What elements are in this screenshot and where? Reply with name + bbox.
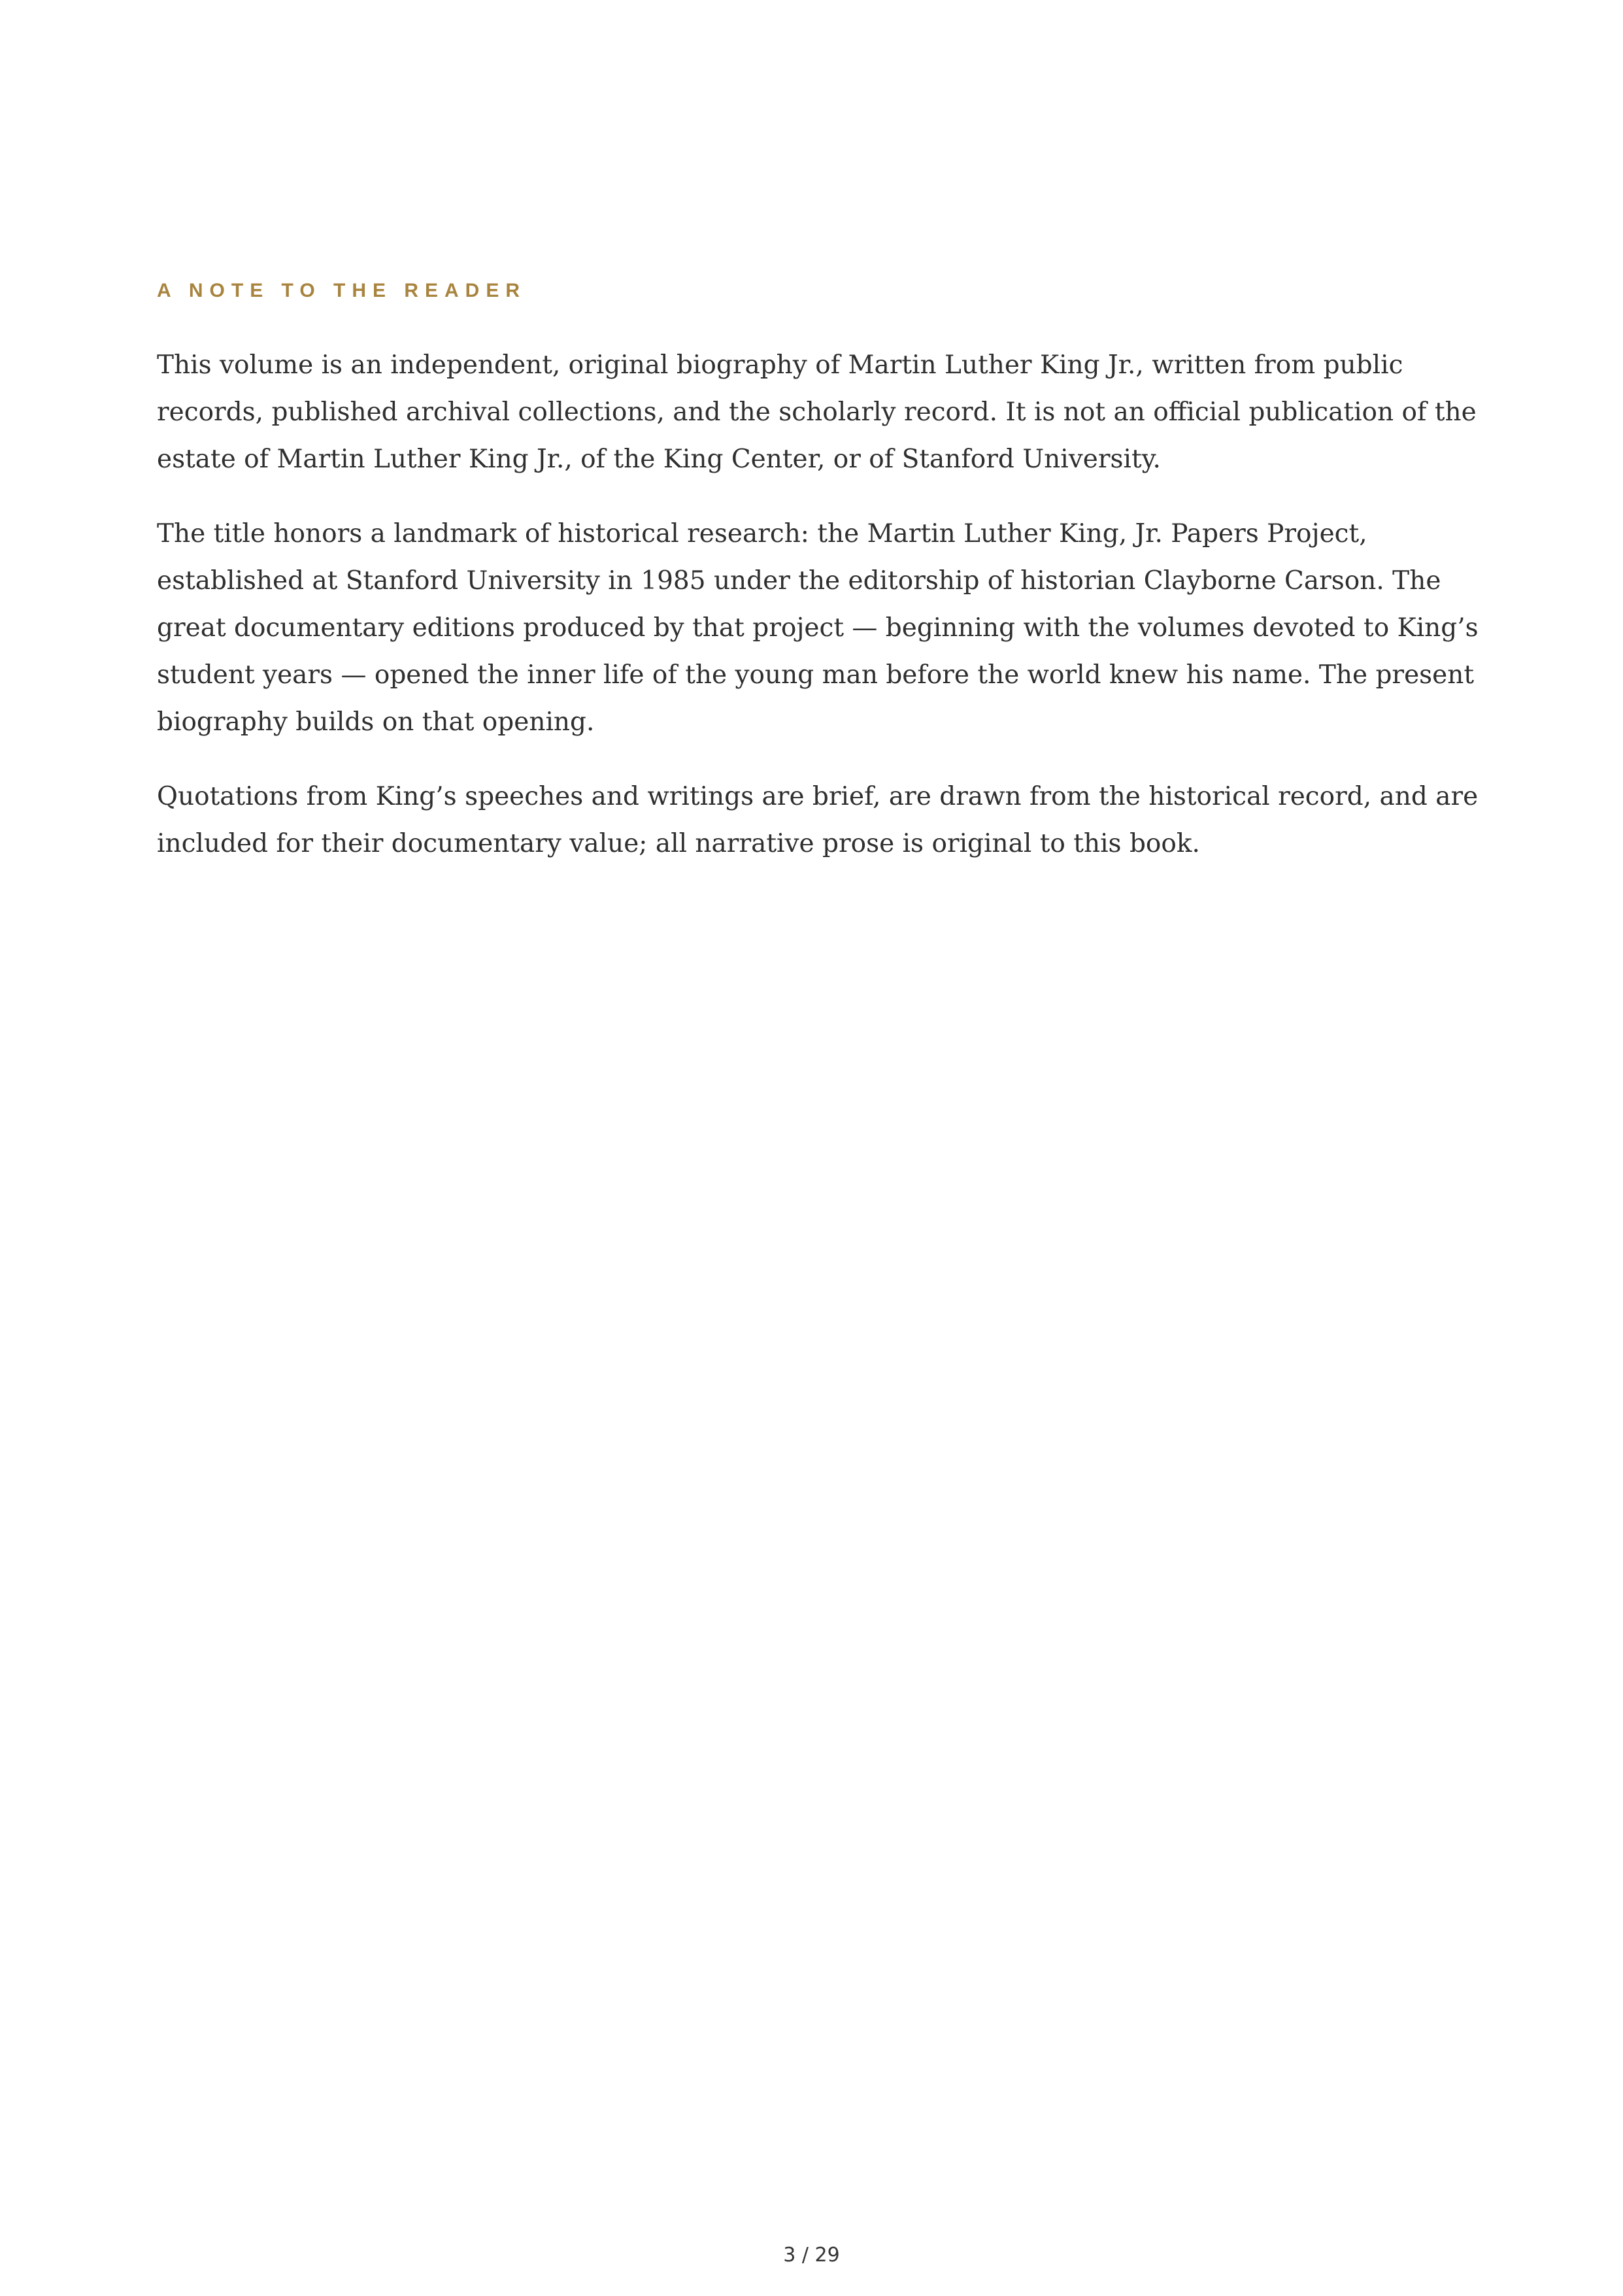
section-heading: A NOTE TO THE READER (157, 280, 527, 301)
paragraph-quotations: Quotations from King’s speeches and writings are brief, are drawn from the historical record, and are included for their documentary value; all narrative prose is original to this book. (157, 782, 1479, 858)
page-number: 3 / 29 (783, 2244, 840, 2267)
paragraph-independent-biography: This volume is an independent, original biography of Martin Luther King Jr., written from public records, published archival collections, and the scholarly record. It is not an official publication of the estate of Martin Luther King Jr., of the King Center, or of Stanford University. (157, 350, 1477, 474)
paragraph-title-honors: The title honors a landmark of historical research: the Martin Luther King, Jr. Papers Project, established at Stanford University in 1985 under the editorship of historian Clayborne Carson. The great documentary editions produced by that project — beginning with the volumes devoted to King’s student years — opened the inner life of the young man before the world knew his name. The present biography builds on that opening. (157, 519, 1479, 737)
note-section (157, 278, 1484, 868)
